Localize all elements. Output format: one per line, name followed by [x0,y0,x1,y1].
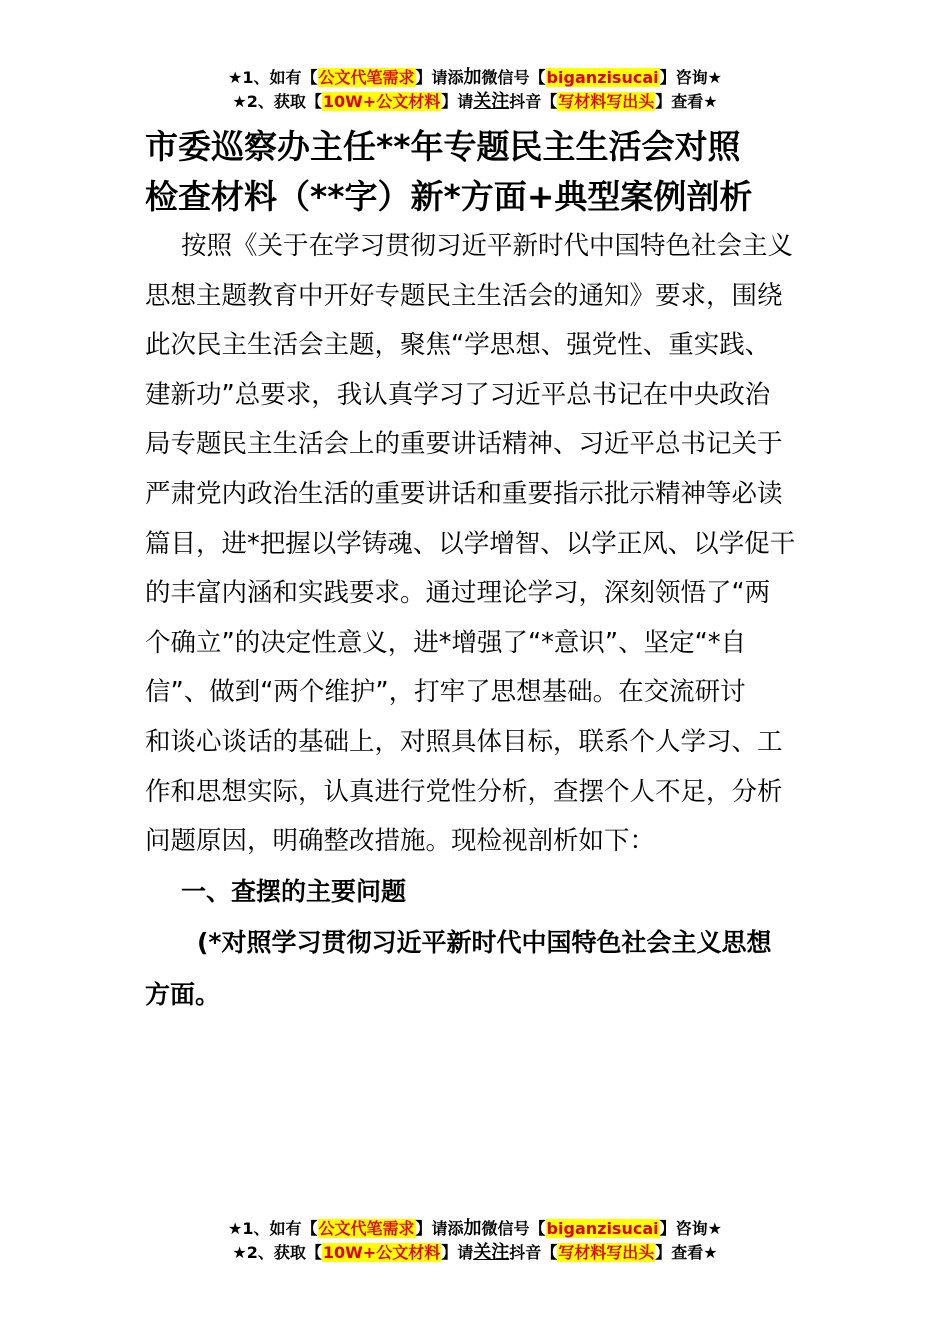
promo-line-1 [0,1217,950,1241]
promo-text: 】查看★ [655,92,718,111]
promo-text: ★2、获取【 [232,92,322,111]
promo-text: 】咨询★ [659,68,722,87]
promo-text: 抖音【 [509,1243,558,1262]
body-paragraph [145,222,805,867]
title-line-2: 检查材料（**字）新*方面+典型案例剖析 [145,177,753,216]
promo-text: 抖音【 [509,92,558,111]
promo-banner-top [0,66,950,114]
sub-heading [145,917,805,1021]
promo-highlight: 10W+公文材料 [322,1243,441,1262]
promo-text: ★1、如有【 [228,1219,318,1238]
promo-highlight: 10W+公文材料 [322,92,441,111]
body-line: 局专题民主生活会上的重要讲话精神、习近平总书记关于 [145,429,783,460]
body-line: 的丰富内涵和实践要求。通过理论学习，深刻领悟了“两 [145,578,771,609]
body-line: 篇目，进*把握以学铸魂、以学增智、以学正风、以学促干 [145,528,796,559]
promo-text: 】咨询★ [659,1219,722,1238]
promo-line-1 [0,66,950,90]
promo-text: 】请添 [415,1219,464,1238]
body-line: 和谈心谈话的基础上，对照具体目标，联系个人学习、工 [145,726,783,757]
wechat-id-highlight: biganzisucai [546,68,659,87]
body-line: 此次民主生活会主题，聚焦“学思想、强党性、重实践、 [145,330,771,361]
section-heading: 一、查摆的主要问题 [181,877,407,906]
promo-emphasis: 关注 [473,1242,510,1263]
body-line: 严肃党内政治生活的重要讲话和重要指示批示精神等必读 [145,478,783,509]
title-line-1: 市委巡察办主任**年专题民主生活会对照 [145,127,741,166]
promo-emphasis: 加 [463,1218,482,1239]
promo-banner-bottom [0,1217,950,1265]
promo-text: 】请添 [415,68,464,87]
document-title [145,122,805,222]
promo-text: 微信号【 [481,1219,546,1238]
body-line: 思想主题教育中开好专题民主生活会的通知》要求，围绕 [145,280,783,311]
promo-text: 】查看★ [655,1243,718,1262]
wechat-id-highlight: biganzisucai [546,1219,659,1238]
sub-heading-line-1: (*对照学习贯彻习近平新时代中国特色社会主义思想 [197,928,772,957]
promo-text: 】请 [441,1243,474,1262]
douyin-account-highlight: 写材料写出头 [558,92,655,111]
promo-text: ★1、如有【 [228,68,318,87]
body-line: 个确立”的决定性意义，进*增强了“*意识”、坚定“*自 [145,627,747,658]
promo-line-2 [0,90,950,114]
sub-heading-line-2: 方面。 [145,980,221,1009]
body-line: 信”、做到“两个维护”，打牢了思想基础。在交流研讨 [145,677,746,708]
douyin-account-highlight: 写材料写出头 [558,1243,655,1262]
body-line: 问题原因，明确整改措施。现检视剖析如下： [145,826,656,857]
promo-emphasis: 关注 [473,91,510,112]
promo-highlight: 公文代笔需求 [318,68,415,87]
body-line: 按照《关于在学习贯彻习近平新时代中国特色社会主义 [181,231,794,261]
promo-highlight: 公文代笔需求 [318,1219,415,1238]
body-line: 作和思想实际，认真进行党性分析，查摆个人不足，分析 [145,776,783,807]
promo-text: 】请 [441,92,474,111]
promo-text: 微信号【 [481,68,546,87]
promo-line-2 [0,1241,950,1265]
promo-text: ★2、获取【 [232,1243,322,1262]
body-line: 建新功”总要求，我认真学习了习近平总书记在中央政治 [145,379,771,410]
promo-emphasis: 加 [463,67,482,88]
